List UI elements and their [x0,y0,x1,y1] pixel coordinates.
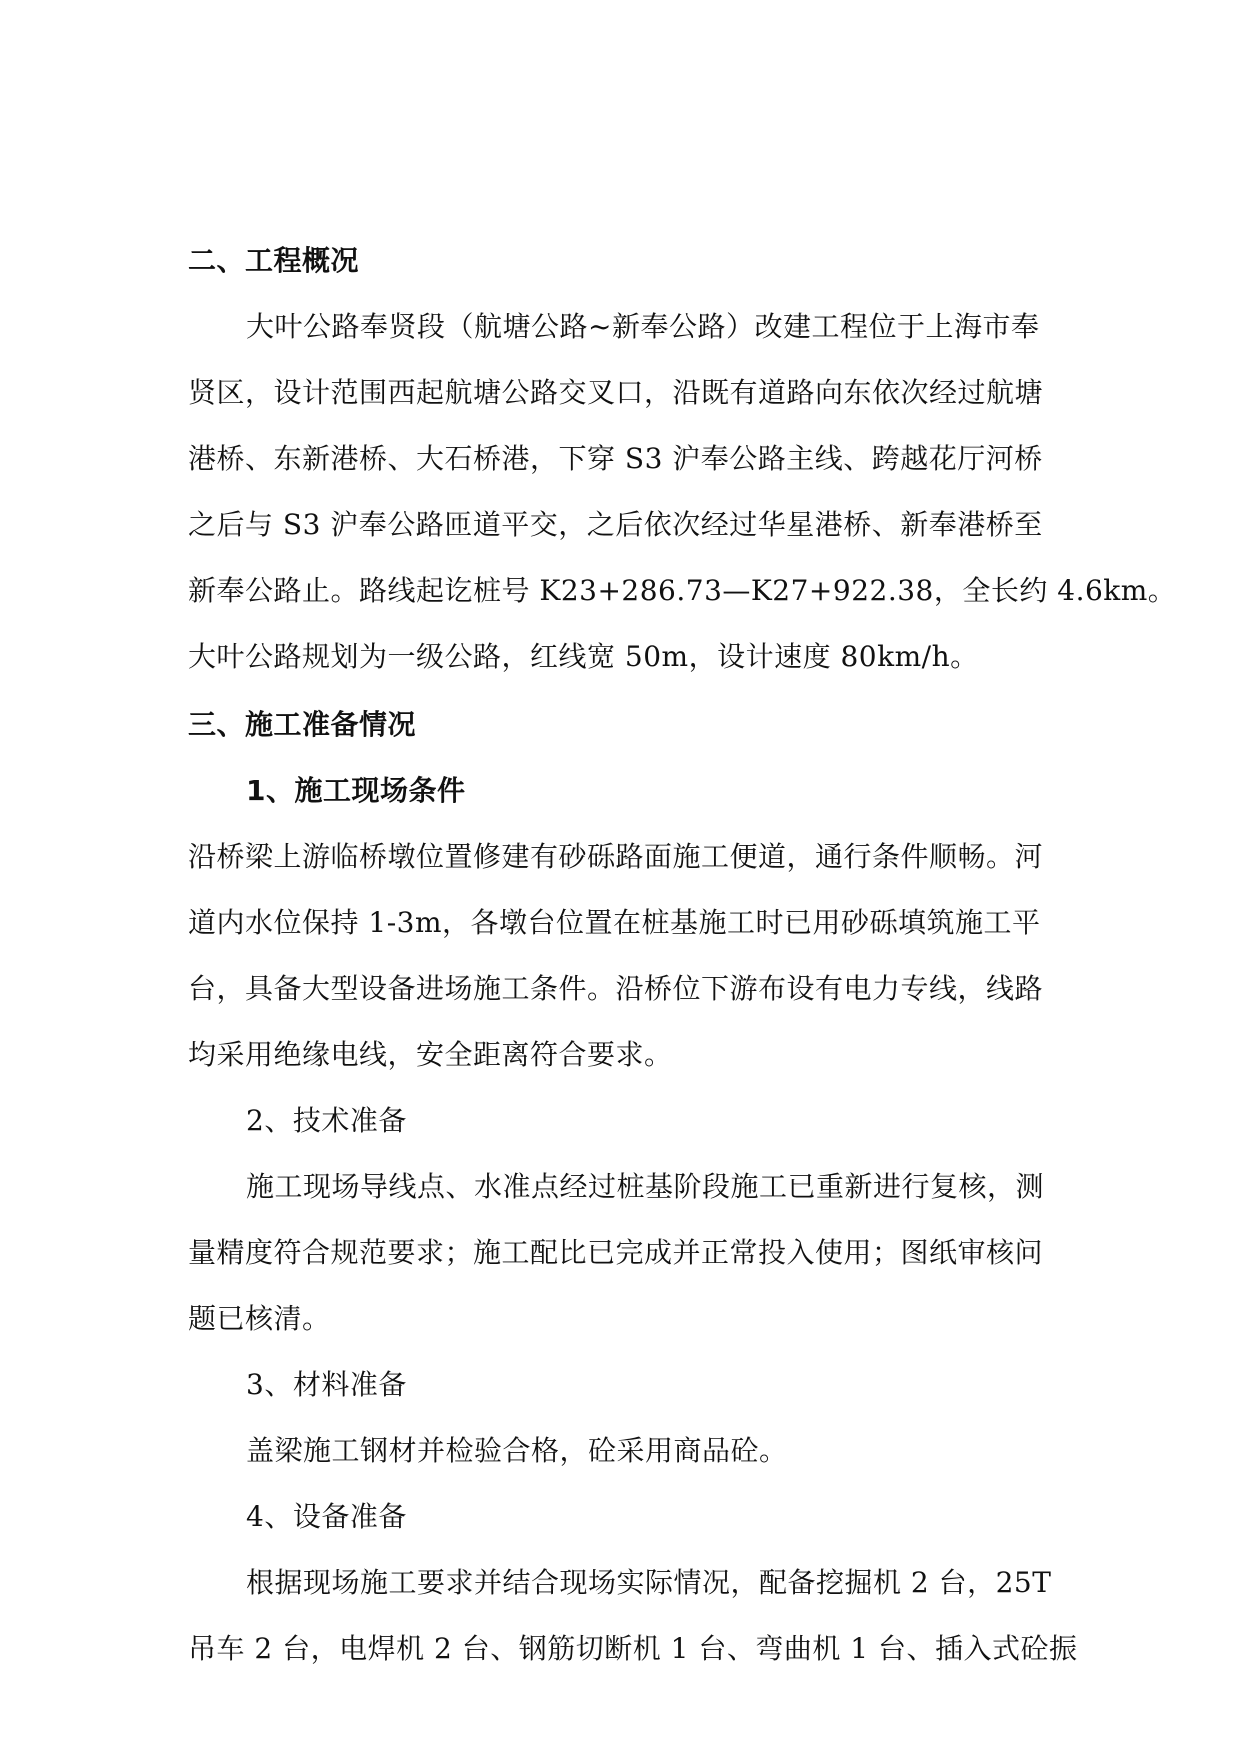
document-page [188,228,1177,1682]
section-heading-construction-prep: 三、施工准备情况 [188,708,417,741]
subsection-heading-equipment-prep: 4、设备准备 [246,1500,407,1533]
paragraph-line: 港桥、东新港桥、大石桥港，下穿 S3 沪奉公路主线、跨越花厅河桥 [188,442,1043,475]
paragraph-line: 均采用绝缘电线，安全距离符合要求。 [188,1038,673,1071]
paragraph-line: 道内水位保持 1-3m，各墩台位置在桩基施工时已用砂砾填筑施工平 [188,906,1041,939]
paragraph-line: 量精度符合规范要求；施工配比已完成并正常投入使用；图纸审核问 [188,1236,1044,1269]
paragraph-line: 大叶公路规划为一级公路，红线宽 50m，设计速度 80km/h。 [188,640,979,673]
paragraph-line: 根据现场施工要求并结合现场实际情况，配备挖掘机 2 台，25T [246,1566,1052,1599]
subsection-heading-site-conditions: 1、施工现场条件 [246,774,466,807]
subsection-heading-technical-prep: 2、技术准备 [246,1104,407,1137]
paragraph-line: 吊车 2 台，电焊机 2 台、钢筋切断机 1 台、弯曲机 1 台、插入式砼振 [188,1632,1078,1665]
paragraph-line: 台，具备大型设备进场施工条件。沿桥位下游布设有电力专线，线路 [188,972,1044,1005]
paragraph-line: 新奉公路止。路线起讫桩号 K23+286.73—K27+922.38，全长约 4.6km。 [188,574,1177,607]
subsection-heading-material-prep: 3、材料准备 [246,1368,407,1401]
paragraph-line: 之后与 S3 沪奉公路匝道平交，之后依次经过华星港桥、新奉港桥至 [188,508,1043,541]
paragraph-line: 贤区，设计范围西起航塘公路交叉口，沿既有道路向东依次经过航塘 [188,376,1044,409]
paragraph-line: 题已核清。 [188,1302,331,1335]
paragraph-line: 沿桥梁上游临桥墩位置修建有砂砾路面施工便道，通行条件顺畅。河 [188,840,1044,873]
paragraph-line: 大叶公路奉贤段（航塘公路~新奉公路）改建工程位于上海市奉 [246,310,1040,343]
paragraph-line: 施工现场导线点、水准点经过桩基阶段施工已重新进行复核，测 [246,1170,1045,1203]
paragraph-line: 盖梁施工钢材并检验合格，砼采用商品砼。 [246,1434,788,1467]
section-heading-project-overview: 二、工程概况 [188,244,360,277]
